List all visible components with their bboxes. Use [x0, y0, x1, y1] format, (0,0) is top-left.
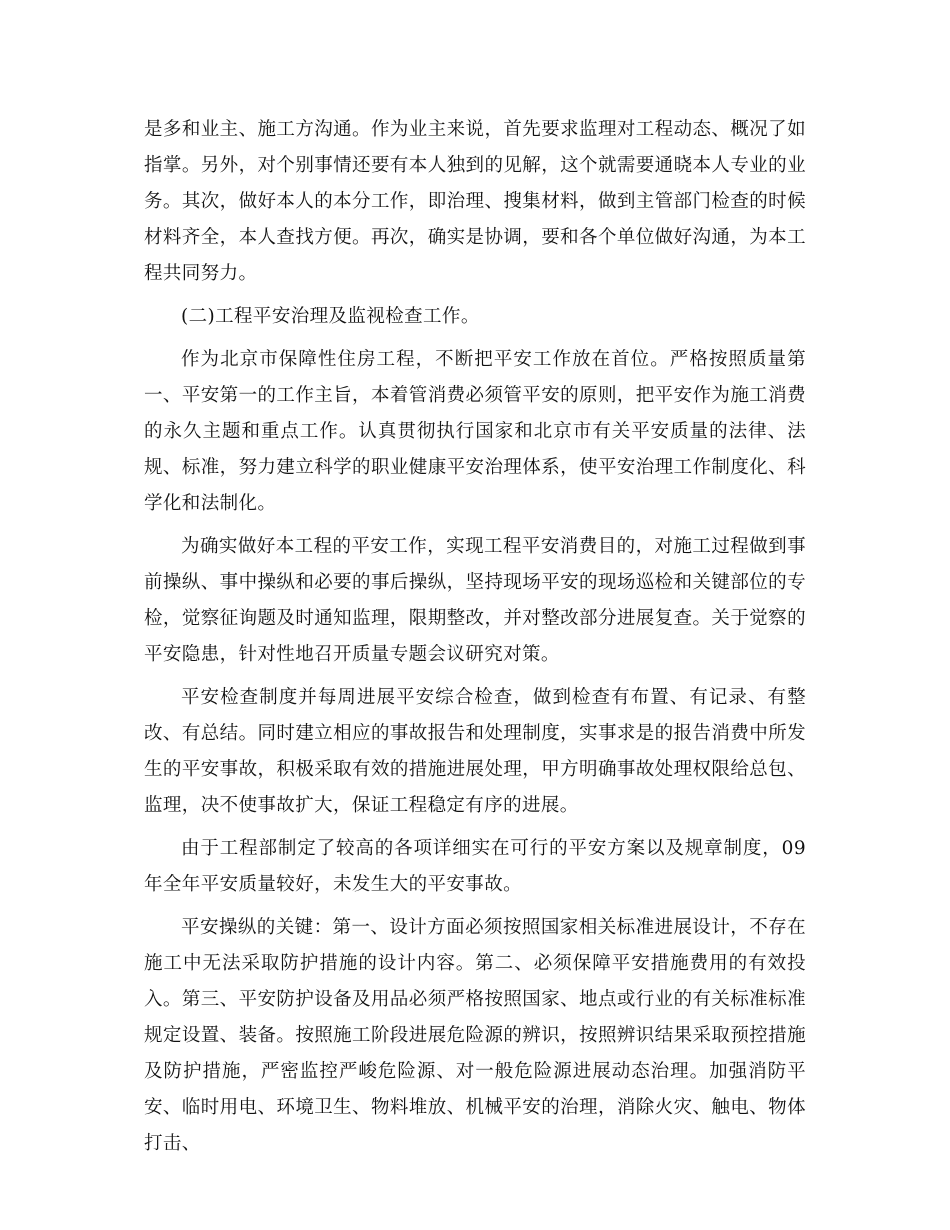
document-body	[144, 112, 806, 1169]
paragraph: 作为北京市保障性住房工程，不断把平安工作放在首位。严格按照质量第一、平安第一的工作主旨，本着管消费必须管平安的原则，把平安作为施工消费的永久主题和重点工作。认真贯彻执行国家和北京市有关平安质量的法律、法规、标准，努力建立科学的职业健康平安治理体系，使平安治理工作制度化、科学化和法制化。	[144, 349, 806, 514]
paragraph-continuation: 是多和业主、施工方沟通。作为业主来说，首先要求监理对工程动态、概况了如指掌。另外，对个别事情还要有本人独到的见解，这个就需要通晓本人专业的业务。其次，做好本人的本分工作，即治理、搜集材料，做到主管部门检查的时候材料齐全，本人查找方便。再次，确实是协调，要和各个单位做好沟通，为本工程共同努力。	[144, 119, 806, 284]
paragraph: 平安检查制度并每周进展平安综合检查，做到检查有布置、有记录、有整改、有总结。同时建立相应的事故报告和处理制度，实事求是的报告消费中所发生的平安事故，积极采取有效的措施进展处理，甲方明确事故处理权限给总包、监理，决不使事故扩大，保证工程稳定有序的进展。	[144, 687, 806, 816]
section-heading: (二)工程平安治理及监视检查工作。	[181, 306, 480, 327]
paragraph: 平安操纵的关键：第一、设计方面必须按照国家相关标准进展设计，不存在施工中无法采取防护措施的设计内容。第二、必须保障平安措施费用的有效投入。第三、平安防护设备及用品必须严格按照国家、地点或行业的有关标准标准规定设置、装备。按照施工阶段进展危险源的辨识，按照辨识结果采取预控措施及防护措施，严密监控严峻危险源、对一般危险源进展动态治理。加强消防平安、临时用电、环境卫生、物料堆放、机械平安的治理，消除火灾、触电、物体打击、	[144, 917, 806, 1154]
paragraph: 为确实做好本工程的平安工作，实现工程平安消费目的，对施工过程做到事前操纵、事中操纵和必要的事后操纵，坚持现场平安的现场巡检和关键部位的专检，觉察征询题及时通知监理，限期整改，并对整改部分进展复查。关于觉察的平安隐患，针对性地召开质量专题会议研究对策。	[144, 536, 806, 665]
paragraph: 由于工程部制定了较高的各项详细实在可行的平安方案以及规章制度，09年全年平安质量较好，未发生大的平安事故。	[144, 838, 806, 895]
